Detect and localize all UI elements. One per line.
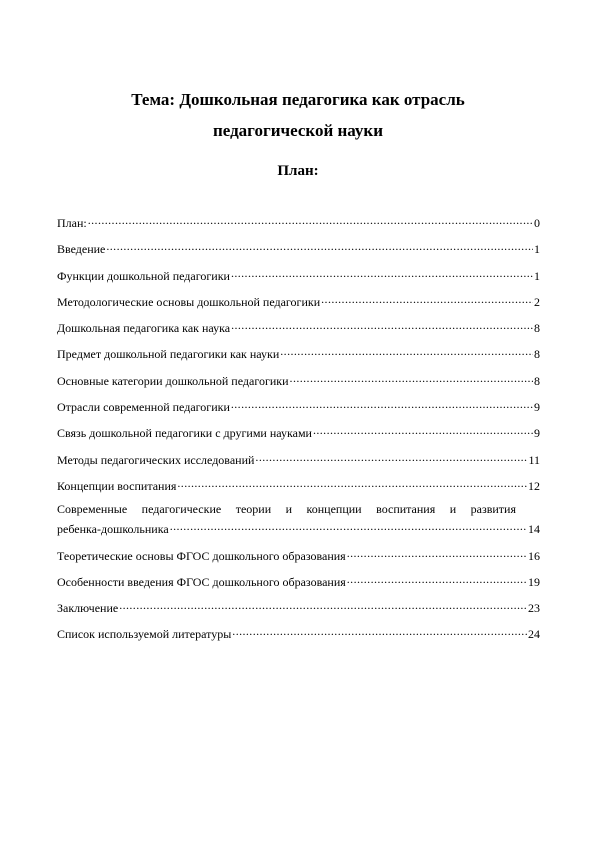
toc-leader-dots	[231, 318, 533, 332]
toc-entry[interactable]	[57, 572, 540, 589]
toc-page-number: 16	[528, 548, 540, 563]
toc-page-number: 14	[528, 522, 540, 537]
toc-page-number: 23	[528, 601, 540, 616]
toc-page-number: 2	[534, 294, 540, 309]
toc-entry[interactable]	[57, 546, 540, 563]
toc-entry-label: Отрасли современной педагогики	[57, 400, 230, 415]
toc-entry-label: Функции дошкольной педагогики	[57, 268, 230, 283]
toc-page-number: 11	[528, 452, 540, 467]
toc-entry[interactable]	[57, 397, 540, 414]
toc-entry[interactable]	[57, 502, 540, 536]
toc-page-number: 9	[534, 400, 540, 415]
toc-leader-dots	[106, 239, 533, 253]
toc-page-number: 8	[534, 373, 540, 388]
toc-entry-label: Заключение	[57, 601, 119, 616]
toc-page-number: 1	[534, 242, 540, 257]
toc-leader-dots	[231, 397, 533, 411]
toc-entry[interactable]	[57, 213, 540, 230]
toc-entry[interactable]	[57, 344, 540, 361]
toc-page-number: 1	[534, 268, 540, 283]
toc-leader-dots	[88, 213, 533, 227]
toc-entry-label: Список используемой литературы	[57, 627, 232, 642]
toc-entry[interactable]	[57, 598, 540, 615]
toc-entry[interactable]	[57, 371, 540, 388]
toc-leader-dots	[280, 344, 533, 358]
toc-page-number: 9	[534, 426, 540, 441]
toc-entry[interactable]	[57, 476, 540, 493]
toc-entry[interactable]	[57, 292, 540, 309]
toc-leader-dots	[313, 423, 533, 437]
toc-entry-label: Основные категории дошкольной педагогики	[57, 373, 289, 388]
toc-page-number: 0	[534, 216, 540, 230]
toc-entry-label: Теоретические основы ФГОС дошкольного образования	[57, 548, 346, 563]
toc-leader-dots	[347, 546, 527, 560]
toc-leader-dots	[347, 572, 527, 586]
toc-entry[interactable]	[57, 423, 540, 440]
toc-page-number: 24	[528, 627, 540, 642]
toc-leader-dots	[321, 292, 533, 306]
toc-leader-dots	[232, 624, 527, 638]
toc-entry-label: Дошкольная педагогика как наука	[57, 321, 231, 336]
toc-leader-dots	[177, 476, 527, 490]
toc-entry[interactable]	[57, 318, 540, 335]
toc-page-number: 8	[534, 321, 540, 336]
toc-page-number: 19	[528, 574, 540, 589]
table-of-contents	[57, 213, 540, 651]
toc-leader-dots	[290, 371, 533, 385]
toc-entry-label: Предмет дошкольной педагогики как науки	[57, 347, 280, 362]
toc-entry[interactable]	[57, 266, 540, 283]
toc-leader-dots	[255, 450, 527, 464]
toc-entry-label: ребенка-дошкольника	[57, 522, 169, 537]
toc-entry-label: Особенности введения ФГОС дошкольного образования	[57, 574, 346, 589]
toc-entry-continuation	[57, 519, 540, 536]
toc-entry-label: Современные педагогические теории и концепции воспитания и развития	[57, 502, 516, 517]
toc-page-number: 8	[534, 347, 540, 362]
toc-leader-dots	[170, 519, 527, 533]
toc-entry-label: Концепции воспитания	[57, 478, 177, 493]
toc-entry[interactable]	[57, 624, 540, 641]
toc-entry-label: План:	[57, 216, 87, 230]
toc-entry-label: Методологические основы дошкольной педагогики	[57, 294, 321, 309]
document-title-line-1: Тема: Дошкольная педагогика как отрасль	[131, 90, 465, 109]
document-title-line-2: педагогической науки	[212, 121, 384, 140]
toc-entry[interactable]	[57, 450, 540, 467]
toc-entry[interactable]	[57, 239, 540, 256]
toc-leader-dots	[231, 266, 533, 280]
toc-entry-label: Методы педагогических исследований	[57, 452, 255, 467]
toc-leader-dots	[119, 598, 527, 612]
toc-entry-label: Введение	[57, 242, 106, 257]
plan-heading: План:	[277, 163, 319, 179]
toc-entry-label: Связь дошкольной педагогики с другими науками	[57, 426, 312, 441]
toc-page-number: 12	[528, 478, 540, 493]
